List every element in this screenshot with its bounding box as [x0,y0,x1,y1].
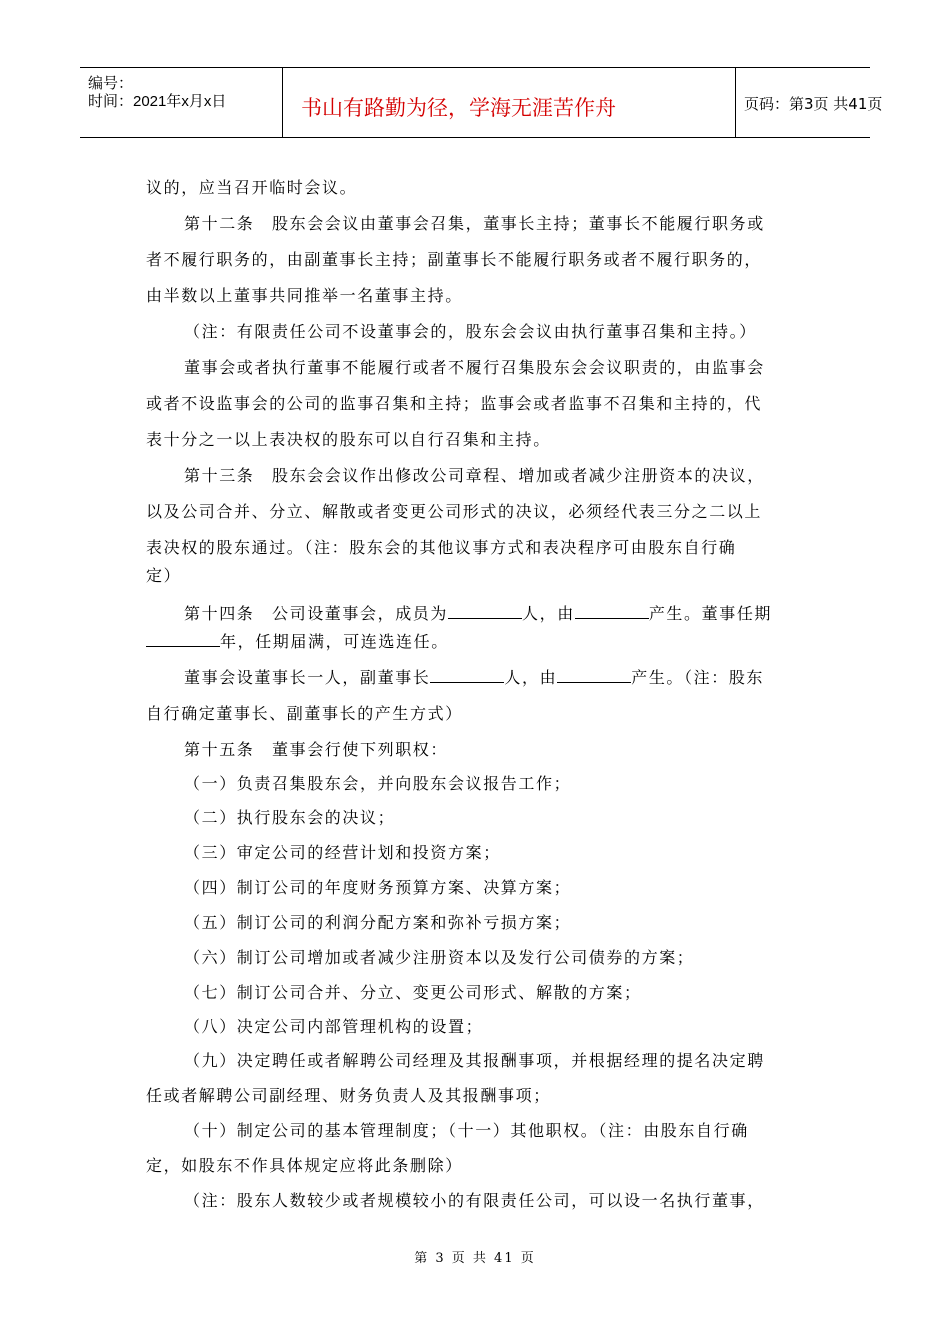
chairman-appointed-by-blank[interactable] [557,668,631,683]
header-motto: 书山有路勤为径，学海无涯苦作舟 [301,96,616,120]
article-15-line: 第十五条 董事会行使下列职权： [184,740,449,759]
article-13-line: 第十三条 股东会会议作出修改公司章程、增加或者减少注册资本的决议， [184,466,765,485]
chairman-line [184,668,844,688]
note-line: （注：有限责任公司不设董事会的，股东会会议由执行董事召集和主持。） [184,322,757,341]
paragraph-line: 或者不设监事会的公司的监事召集和主持；监事会或者监事不召集和主持的，代 [146,394,763,413]
list-item: （七）制订公司合并、分立、变更公司形式、解散的方案； [184,983,642,1002]
list-item: （五）制订公司的利润分配方案和弥补亏损方案； [184,913,572,932]
paragraph-line: 董事会或者执行董事不能履行或者不履行召集股东会会议职责的，由监事会 [184,358,765,377]
vice-chairman-count-blank[interactable] [430,668,504,683]
paragraph-line: 表十分之一以上表决权的股东可以自行召集和主持。 [146,430,551,449]
header-table [80,67,883,138]
header-page-number: 页码：第3页 共41页 [744,95,883,113]
footer-page-number: 第 3 页 共 41 页 [414,1251,536,1266]
list-item: （一）负责召集股东会，并向股东会议报告工作； [184,774,572,793]
paragraph-line: 表决权的股东通过。（注：股东会的其他议事方式和表决程序可由股东自行确 [146,538,737,557]
paragraph-line: 者不履行职务的，由副董事长主持；副董事长不能履行职务或者不履行职务的， [146,250,763,269]
chairman-text-a: 董事会设董事长一人，副董事长 [184,668,431,687]
article-14-text-b: 人，由 [522,604,575,623]
chairman-text-c: 产生。（注：股东 [631,668,765,687]
paragraph-line: 任或者解聘公司副经理、财务负责人及其报酬事项； [146,1086,551,1105]
list-item: （八）决定公司内部管理机构的设置； [184,1017,484,1036]
list-item: （十）制定公司的基本管理制度；（十一）其他职权。（注：由股东自行确 [184,1121,749,1140]
list-item: （二）执行股东会的决议； [184,808,396,827]
member-count-blank[interactable] [448,604,522,619]
appointed-by-blank[interactable] [575,604,649,619]
paragraph-line: 定） [146,566,182,585]
list-item: （九）决定聘任或者解聘公司经理及其报酬事项，并根据经理的提名决定聘 [184,1051,765,1070]
article-14-text-c: 产生。董事任期 [648,604,773,623]
paragraph-line: 议的，应当召开临时会议。 [146,178,358,197]
paragraph-line: 自行确定董事长、副董事长的产生方式） [146,704,463,723]
date-label: 时间：2021年x月x日 [88,93,227,110]
article-14-text-a: 第十四条 公司设董事会，成员为 [184,604,449,623]
article-12-line: 第十二条 股东会会议由董事会召集，董事长主持；董事长不能履行职务或 [184,214,765,233]
serial-number-label: 编号： [88,75,134,92]
header-page-cell [736,68,883,137]
list-item: （四）制订公司的年度财务预算方案、决算方案； [184,878,572,897]
term-line [146,632,806,652]
term-line-text: 年，任期届满，可连选连任。 [220,632,449,651]
paragraph-line: 由半数以上董事共同推举一名董事主持。 [146,286,463,305]
list-item: （三）审定公司的经营计划和投资方案； [184,843,501,862]
list-item: （六）制订公司增加或者减少注册资本以及发行公司债券的方案； [184,948,695,967]
term-years-blank[interactable] [146,632,220,647]
header-meta-cell [80,68,282,137]
paragraph-line: 以及公司合并、分立、解散或者变更公司形式的决议，必须经代表三分之二以上 [146,502,763,521]
note-line: （注：股东人数较少或者规模较小的有限责任公司，可以设一名执行董事， [184,1191,765,1210]
paragraph-line: 定，如股东不作具体规定应将此条删除） [146,1156,463,1175]
article-14-line [184,604,844,624]
chairman-text-b: 人，由 [504,668,558,687]
header-motto-cell [282,68,736,137]
